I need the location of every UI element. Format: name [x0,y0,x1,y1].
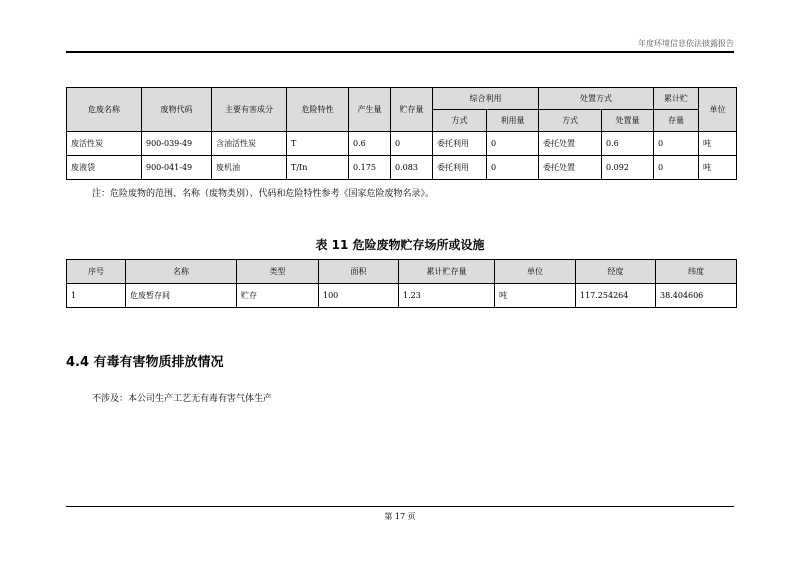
cell: 0.083 [391,156,433,180]
col-header-produced: 产生量 [349,88,391,132]
cell: 废机油 [212,156,287,180]
col-header-stored: 贮存量 [391,88,433,132]
cell: 委托处置 [539,156,602,180]
cell: 1.23 [399,284,495,308]
col-header-cumulative: 累计贮 [654,88,699,110]
cell: 0 [654,132,699,156]
cell: 0 [487,132,539,156]
col-header-util-amount: 利用量 [487,110,539,132]
cell: 900-039-49 [142,132,212,156]
cell: 废活性炭 [67,132,142,156]
cell: 委托利用 [433,132,487,156]
col-header-disp-method: 方式 [539,110,602,132]
col-header-component: 主要有害成分 [212,88,287,132]
hazardous-waste-table [66,87,737,180]
cell: T [287,132,349,156]
cell: 危废暂存间 [126,284,237,308]
cell: 委托利用 [433,156,487,180]
cell: 1 [67,284,126,308]
cell: 吨 [495,284,576,308]
cell: 废液袋 [67,156,142,180]
cell: 0.092 [602,156,654,180]
section-heading: 4.4 有毒有害物质排放情况 [66,355,224,370]
header-title: 年度环境信息依法披露报告 [638,39,734,48]
col-header-cumulative-storage: 累计贮存量 [399,260,495,284]
cell: 吨 [699,132,737,156]
col-header-code: 废物代码 [142,88,212,132]
col-header-area: 面积 [319,260,399,284]
col-header-cumulative-2: 存量 [654,110,699,132]
cell: 117.254264 [576,284,656,308]
col-header-property: 危险特性 [287,88,349,132]
cell: 100 [319,284,399,308]
storage-facility-table [66,259,737,308]
col-header-utilization: 综合利用 [433,88,539,110]
col-header-type: 类型 [237,260,319,284]
col-header-longitude: 经度 [576,260,656,284]
col-header-facility-name: 名称 [126,260,237,284]
table-row [67,284,737,308]
section-paragraph: 不涉及：本公司生产工艺无有毒有害气体生产 [92,394,273,404]
cell: 吨 [699,156,737,180]
table-row [67,156,737,180]
footer-divider [66,506,734,507]
cell: 900-041-49 [142,156,212,180]
cell: 38.404606 [656,284,737,308]
col-header-disposal: 处置方式 [539,88,654,110]
col-header-index: 序号 [67,260,126,284]
table-row [67,132,737,156]
cell: 0.175 [349,156,391,180]
col-header-unit: 单位 [699,88,737,132]
table-caption: 表 11 危险废物贮存场所或设施 [315,238,485,252]
cell: 0.6 [602,132,654,156]
col-header-disp-amount: 处置量 [602,110,654,132]
col-header-name: 危废名称 [67,88,142,132]
col-header-unit: 单位 [495,260,576,284]
cell: 贮存 [237,284,319,308]
cell: 含油活性炭 [212,132,287,156]
header-divider [66,51,734,53]
cell: 0 [487,156,539,180]
cell: 0 [654,156,699,180]
col-header-latitude: 纬度 [656,260,737,284]
cell: 0.6 [349,132,391,156]
col-header-util-method: 方式 [433,110,487,132]
table-note: 注：危险废物的范围、名称（废物类别）、代码和危险特性参考《国家危险废物名录》。 [92,189,435,199]
cell: 0 [391,132,433,156]
cell: T/In [287,156,349,180]
page-number: 第 17 页 [384,512,416,521]
cell: 委托处置 [539,132,602,156]
